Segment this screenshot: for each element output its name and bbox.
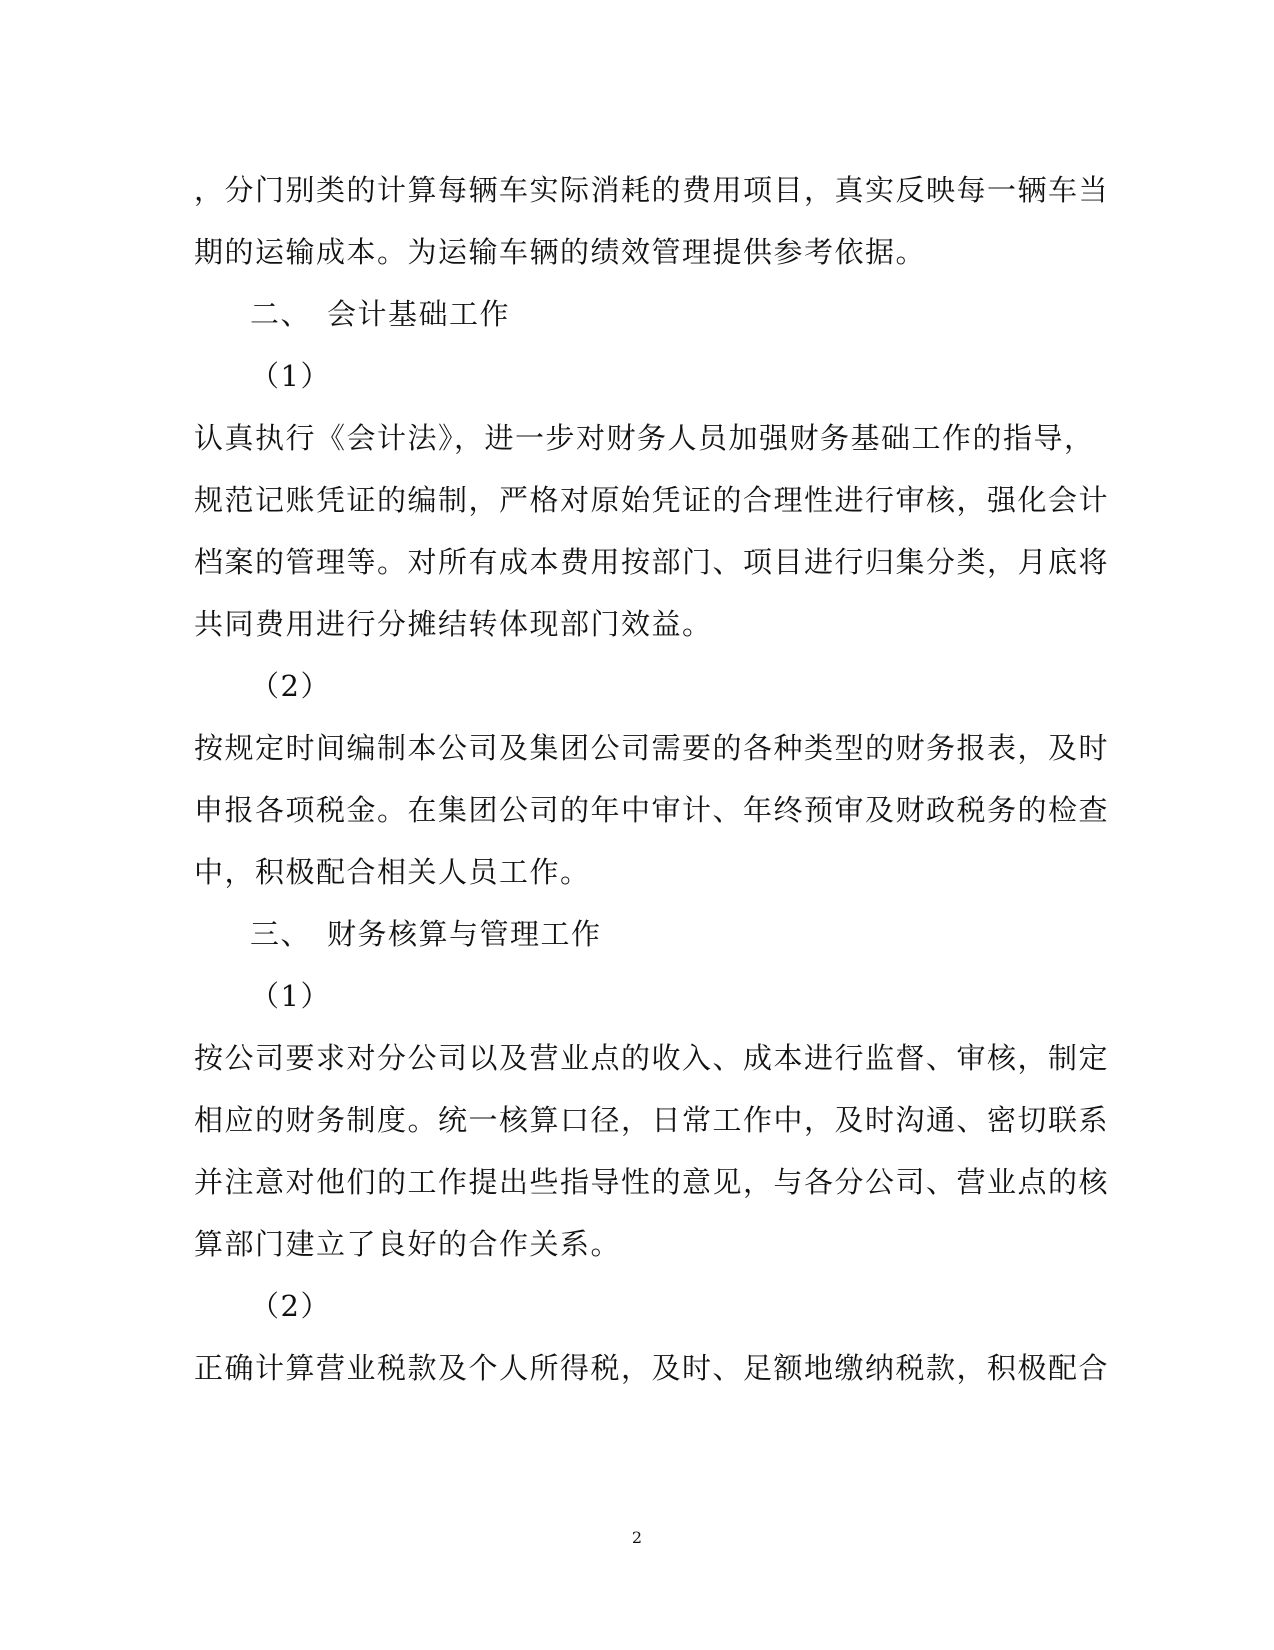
- item-number: （1）: [250, 359, 331, 393]
- page-number: 2: [631, 1528, 643, 1547]
- item-number: （1）: [250, 979, 331, 1013]
- paragraph-line: 共同费用进行分摊结转体现部门效益。: [194, 607, 713, 641]
- item-number: （2）: [250, 1289, 331, 1323]
- paragraph-line: 按公司要求对分公司以及营业点的收入、成本进行监督、审核，制定: [194, 1041, 1110, 1075]
- paragraph-line: 档案的管理等。对所有成本费用按部门、项目进行归集分类，月底将: [194, 545, 1110, 579]
- paragraph-line: 正确计算营业税款及个人所得税，及时、足额地缴纳税款，积极配合: [194, 1351, 1110, 1385]
- paragraph-line: 规范记账凭证的编制，严格对原始凭证的合理性进行审核，强化会计: [194, 483, 1110, 517]
- item-number: （2）: [250, 669, 331, 703]
- paragraph-line: 算部门建立了良好的合作关系。: [194, 1227, 622, 1261]
- section-heading: 三、 财务核算与管理工作: [250, 917, 602, 951]
- paragraph-line: ，分门别类的计算每辆车实际消耗的费用项目，真实反映每一辆车当: [194, 173, 1110, 207]
- paragraph-line: 中，积极配合相关人员工作。: [194, 855, 591, 889]
- paragraph-line: 相应的财务制度。统一核算口径，日常工作中，及时沟通、密切联系: [194, 1103, 1110, 1137]
- paragraph-line: 申报各项税金。在集团公司的年中审计、年终预审及财政税务的检查: [194, 793, 1110, 827]
- paragraph-line: 期的运输成本。为运输车辆的绩效管理提供参考依据。: [194, 235, 927, 269]
- section-heading: 二、 会计基础工作: [250, 297, 511, 331]
- paragraph-line: 认真执行《会计法》，进一步对财务人员加强财务基础工作的指导，: [194, 421, 1095, 455]
- paragraph-line: 并注意对他们的工作提出些指导性的意见，与各分公司、营业点的核: [194, 1165, 1110, 1199]
- paragraph-line: 按规定时间编制本公司及集团公司需要的各种类型的财务报表，及时: [194, 731, 1110, 765]
